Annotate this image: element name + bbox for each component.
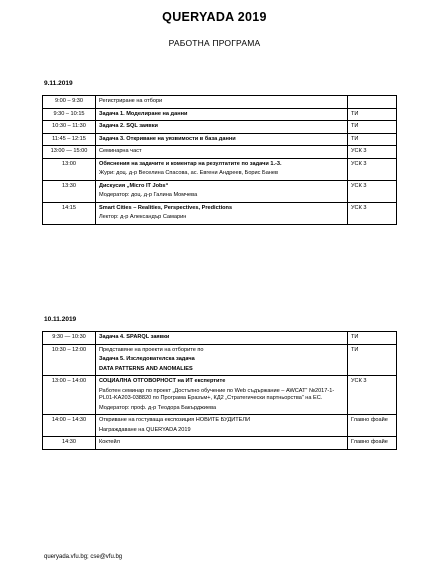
schedule-row — [43, 180, 397, 202]
schedule-description-line: Награждаване на QUERYADA 2019 — [99, 426, 191, 433]
schedule-table-day2 — [42, 331, 397, 450]
schedule-location: ТИ — [348, 332, 397, 345]
page-title: QUERYADA 2019 — [162, 10, 267, 24]
schedule-description-line: Регистриране на отбори — [99, 98, 163, 104]
schedule-time: 9:30 – 10:15 — [43, 108, 96, 121]
schedule-location: Главно фоайе — [348, 415, 397, 437]
schedule-description-line: Задача 1. Моделиране на данни — [99, 110, 188, 117]
schedule-description-line: Обяснения на задачите и коментар на резултатите по задачи 1.-3. — [99, 160, 282, 167]
schedule-description — [96, 376, 348, 415]
schedule-description-line: Работен семинар по проект „Достъпно обучение по Web съдържание – AWCAT“ №2017-1-PL01-KA203-038820 по Програма Еразъм+, КД2 „Стратегически партньорства“ на ЕС. — [99, 387, 335, 402]
schedule-location: УСК 3 — [348, 376, 397, 415]
schedule-description — [96, 180, 348, 202]
schedule-description — [96, 344, 348, 376]
schedule-description-line: DATA PATTERNS AND ANOMALIES — [99, 365, 193, 372]
schedule-row — [43, 133, 397, 146]
schedule-description — [96, 415, 348, 437]
schedule-time: 10:30 – 11:30 — [43, 121, 96, 134]
schedule-time: 14:15 — [43, 202, 96, 224]
schedule-description-line: Представяне на проекти на отборите по — [99, 346, 204, 353]
schedule-description-line: Семинарна част — [99, 148, 142, 155]
schedule-description — [96, 133, 348, 146]
schedule-location: ТИ — [348, 133, 397, 146]
schedule-row — [43, 344, 397, 376]
schedule-row — [43, 96, 397, 109]
schedule-location: УСК 3 — [348, 146, 397, 159]
schedule-description-line: Жури: доц. д-р Веселина Спасова, ас. Евгени Андреев, Борис Банев — [99, 170, 278, 177]
schedule-description-line: Модератор: доц. д-р Галина Момчева — [99, 192, 198, 199]
schedule-description-line: Коктейл — [99, 439, 120, 446]
schedule-description — [96, 437, 348, 450]
schedule-description-line: Задача 3. Откриване на уязвимости в база данни — [99, 135, 236, 142]
schedule-description-line: Откриване на гостуваща експозиция НОВИТЕ БУДИТЕЛИ — [99, 417, 251, 424]
schedule-row — [43, 202, 397, 224]
schedule-row — [43, 415, 397, 437]
schedule-description — [96, 158, 348, 180]
schedule-description-line: Задача 5. Изследователска задача — [99, 356, 195, 363]
page-subtitle: РАБОТНА ПРОГРАМА — [168, 38, 261, 48]
schedule-row — [43, 437, 397, 450]
day-date: 9.11.2019 — [44, 80, 73, 87]
schedule-location: УСК 3 — [348, 158, 397, 180]
schedule-description — [96, 96, 348, 109]
schedule-row — [43, 146, 397, 159]
schedule-description-line: СОЦИАЛНА ОТГОВОРНОСТ на ИТ експертите — [99, 378, 226, 385]
schedule-row — [43, 332, 397, 345]
schedule-description-line: Задача 4. SPARQL заявки — [99, 334, 170, 340]
schedule-time: 14:00 – 14:30 — [43, 415, 96, 437]
schedule-description — [96, 202, 348, 224]
schedule-description — [96, 146, 348, 159]
footer-contacts: queryada.vfu.bg; cse@vfu.bg — [44, 554, 123, 560]
schedule-description — [96, 121, 348, 134]
schedule-description-line: Дискусия „Micro IT Jobs“ — [99, 182, 169, 189]
schedule-row — [43, 158, 397, 180]
schedule-location: ТИ — [348, 344, 397, 376]
schedule-time: 9:00 – 9:30 — [43, 96, 96, 109]
schedule-description-line: Smart Cities – Realities, Perspectives, Predictions — [99, 204, 233, 211]
day-date: 10.11.2019 — [44, 316, 77, 323]
schedule-table-day1 — [42, 95, 397, 225]
schedule-location: УСК 3 — [348, 180, 397, 202]
schedule-row — [43, 376, 397, 415]
schedule-description — [96, 332, 348, 345]
schedule-time: 9:30 — 10:30 — [43, 332, 96, 345]
schedule-location: УСК 3 — [348, 202, 397, 224]
schedule-description — [96, 108, 348, 121]
schedule-row — [43, 108, 397, 121]
schedule-description-line: Лектор: д-р Александър Самарин — [99, 214, 187, 221]
schedule-row — [43, 121, 397, 134]
schedule-description-line: Модератор: проф. д-р Теодора Бакърджиева — [99, 404, 217, 411]
schedule-location: Главно фоайе — [348, 437, 397, 450]
schedule-time: 11:45 – 12:15 — [43, 133, 96, 146]
schedule-time: 13:00 — [43, 158, 96, 180]
schedule-time: 10:30 – 12:00 — [43, 344, 96, 376]
schedule-description-line: Задача 2. SQL заявки — [99, 123, 158, 130]
schedule-location: ТИ — [348, 108, 397, 121]
schedule-location: ТИ — [348, 121, 397, 134]
schedule-location — [348, 96, 397, 109]
schedule-time: 13:00 – 14:00 — [43, 376, 96, 415]
schedule-time: 14:30 — [43, 437, 96, 450]
schedule-time: 13:30 — [43, 180, 96, 202]
schedule-time: 13:00 — 15:00 — [43, 146, 96, 159]
